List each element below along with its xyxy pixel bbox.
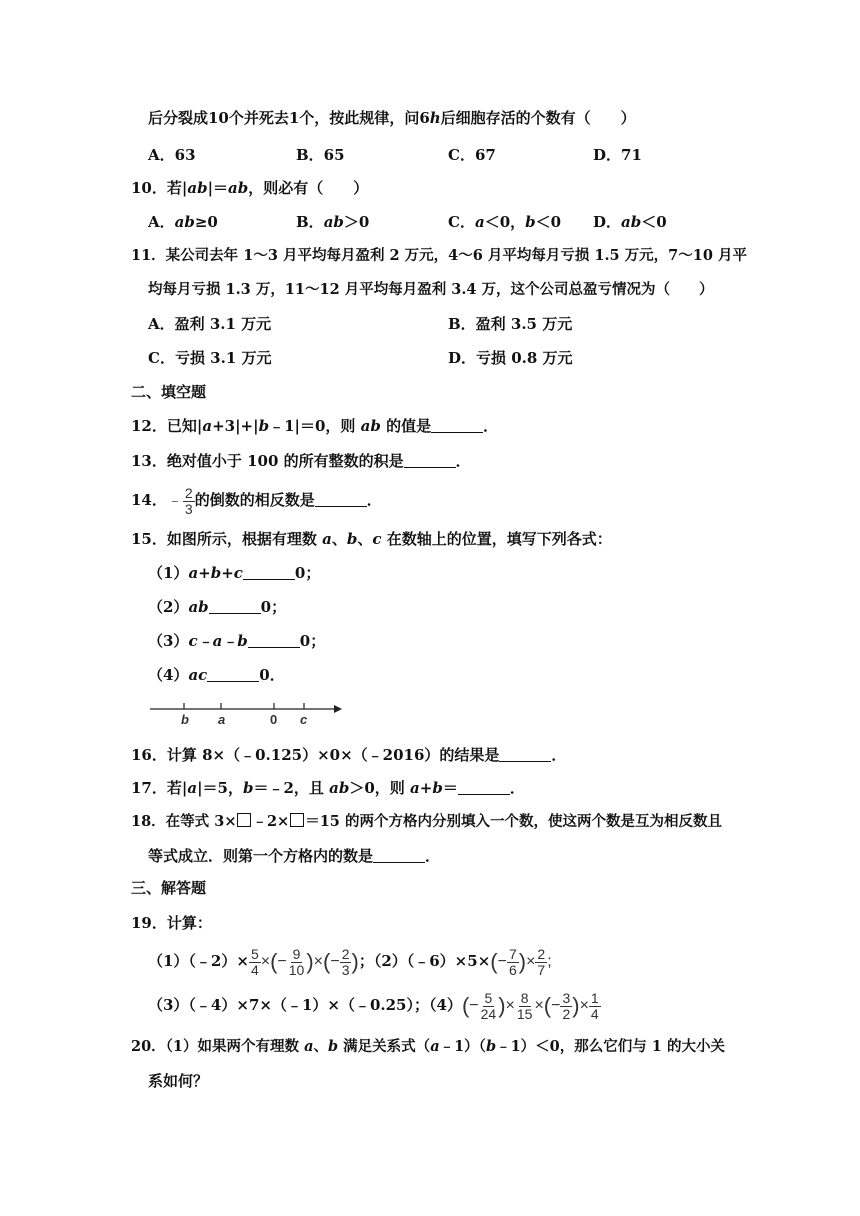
fraction: $\frac{5}{4}$ xyxy=(250,945,259,978)
q15-stem: 15．如图所示，根据有理数 a、b、c 在数轴上的位置，填写下列各式： xyxy=(131,530,612,548)
q20-line2: 系如何？ xyxy=(148,1072,209,1090)
section-heading-answer: 三、解答题 xyxy=(131,879,207,897)
fraction: $\frac{2}{7}$ xyxy=(537,945,546,978)
axis-arrow-icon xyxy=(334,705,342,713)
label-zero: 0 xyxy=(270,712,278,727)
q10-option-b: B．ab＞0 xyxy=(296,213,370,231)
q11-option-a: A．盈利 3.1 万元 xyxy=(148,315,272,333)
section-heading-fill-in: 二、填空题 xyxy=(131,383,207,401)
q12: 12．已知|a+3|+|b﹣1|＝0，则 ab 的值是 ． xyxy=(131,417,499,435)
answer-blank xyxy=(458,780,510,795)
answer-blank xyxy=(373,848,425,863)
answer-blank xyxy=(207,667,259,682)
answer-blank xyxy=(499,747,551,762)
q15-item-1: （1）a+b+c 0； xyxy=(148,564,321,582)
q19-part1-2: （1）（﹣2）× $\frac{5}{4}$ ×(− $\frac{9}{10}$ )×(− $\frac{2}{3}$ )；（2）（﹣6）×5×(− $\frac{7}{6}$ )× $\frac{2}{7}$ ; xyxy=(148,945,552,978)
q16: 16．计算 8×（﹣0.125）×0×（﹣2016）的结果是 ． xyxy=(131,746,567,764)
box-icon xyxy=(237,813,251,827)
q15-item-3: （3）c﹣a﹣b 0； xyxy=(148,632,326,650)
q11-stem-line1: 11．某公司去年 1～3 月平均每月盈利 2 万元，4～6 月平均每月亏损 1.5 万元，7～10 月平 xyxy=(131,247,747,264)
q13: 13．绝对值小于 100 的所有整数的积是 ． xyxy=(131,452,471,470)
label-a: a xyxy=(218,712,226,727)
q19-title: 19．计算： xyxy=(131,914,212,932)
q11-option-c: C．亏损 3.1 万元 xyxy=(148,349,272,367)
q10-option-d: D．ab＜0 xyxy=(593,213,667,231)
box-icon xyxy=(290,813,304,827)
label-b: b xyxy=(181,712,189,727)
q20-line1: 20．（1）如果两个有理数 a、b 满足关系式（a﹣1）（b﹣1）＜0，那么它们与 1 的大小关 xyxy=(131,1038,725,1055)
fraction: $\frac{7}{6}$ xyxy=(508,945,517,978)
answer-blank xyxy=(404,453,456,468)
q15-item-4: （4）ac 0． xyxy=(148,666,285,684)
q9-stem: 后分裂成10个并死去1个，按此规律，问6h后细胞存活的个数有（ ） xyxy=(148,109,636,127)
fraction: $\frac{2}{3}$ xyxy=(341,945,350,978)
q18-line1: 18．在等式 3× ﹣2× ＝15 的两个方格内分别填入一个数，使这两个数是互为相反数且 xyxy=(131,813,722,830)
fraction: $\frac{5}{24}$ xyxy=(480,989,497,1022)
q18-line2: 等式成立．则第一个方格内的数是 ． xyxy=(148,847,441,865)
q10-option-a: A．ab≥0 xyxy=(148,213,218,231)
q9-option-c: C．67 xyxy=(448,146,496,164)
q15-item-2: （2）ab 0； xyxy=(148,598,287,616)
answer-blank xyxy=(209,599,261,614)
q9-option-a: A．63 xyxy=(148,146,196,164)
label-c: c xyxy=(300,712,308,727)
q11-option-b: B．盈利 3.5 万元 xyxy=(448,315,573,333)
q9-option-b: B．65 xyxy=(296,146,345,164)
q10-stem: 10．若|ab|＝ab，则必有（ ） xyxy=(131,179,369,197)
number-line-figure xyxy=(148,698,348,728)
answer-blank xyxy=(248,633,300,648)
fraction: $\frac{9}{10}$ xyxy=(288,945,305,978)
answer-blank xyxy=(315,492,367,507)
q11-stem-line2: 均每月亏损 1.3 万，11～12 月平均每月盈利 3.4 万，这个公司总盈亏情况为（ ） xyxy=(148,281,714,298)
q11-option-d: D．亏损 0.8 万元 xyxy=(448,349,573,367)
q10-option-c: C．a＜0，b＜0 xyxy=(448,213,562,231)
q19-part3-4: （3）（﹣4）×7×（﹣1）×（﹣0.25）；（4）(− $\frac{5}{24}$ )× $\frac{8}{15}$ ×(− $\frac{3}{2}$ )× $\frac{1}{4}$ xyxy=(148,989,599,1022)
q14: 14．﹣ $\frac{2}{3}$ 的倒数的相反数是 ． xyxy=(131,484,382,517)
answer-blank xyxy=(243,565,295,580)
fraction: $\frac{2}{3}$ xyxy=(184,484,193,517)
fraction: $\frac{3}{2}$ xyxy=(562,989,571,1022)
q17: 17．若|a|＝5，b＝﹣2，且 ab＞0，则 a+b＝ ． xyxy=(131,779,525,797)
fraction: $\frac{8}{15}$ xyxy=(516,989,533,1022)
answer-blank xyxy=(431,418,483,433)
q9-option-d: D．71 xyxy=(593,146,642,164)
fraction: $\frac{1}{4}$ xyxy=(590,989,599,1022)
